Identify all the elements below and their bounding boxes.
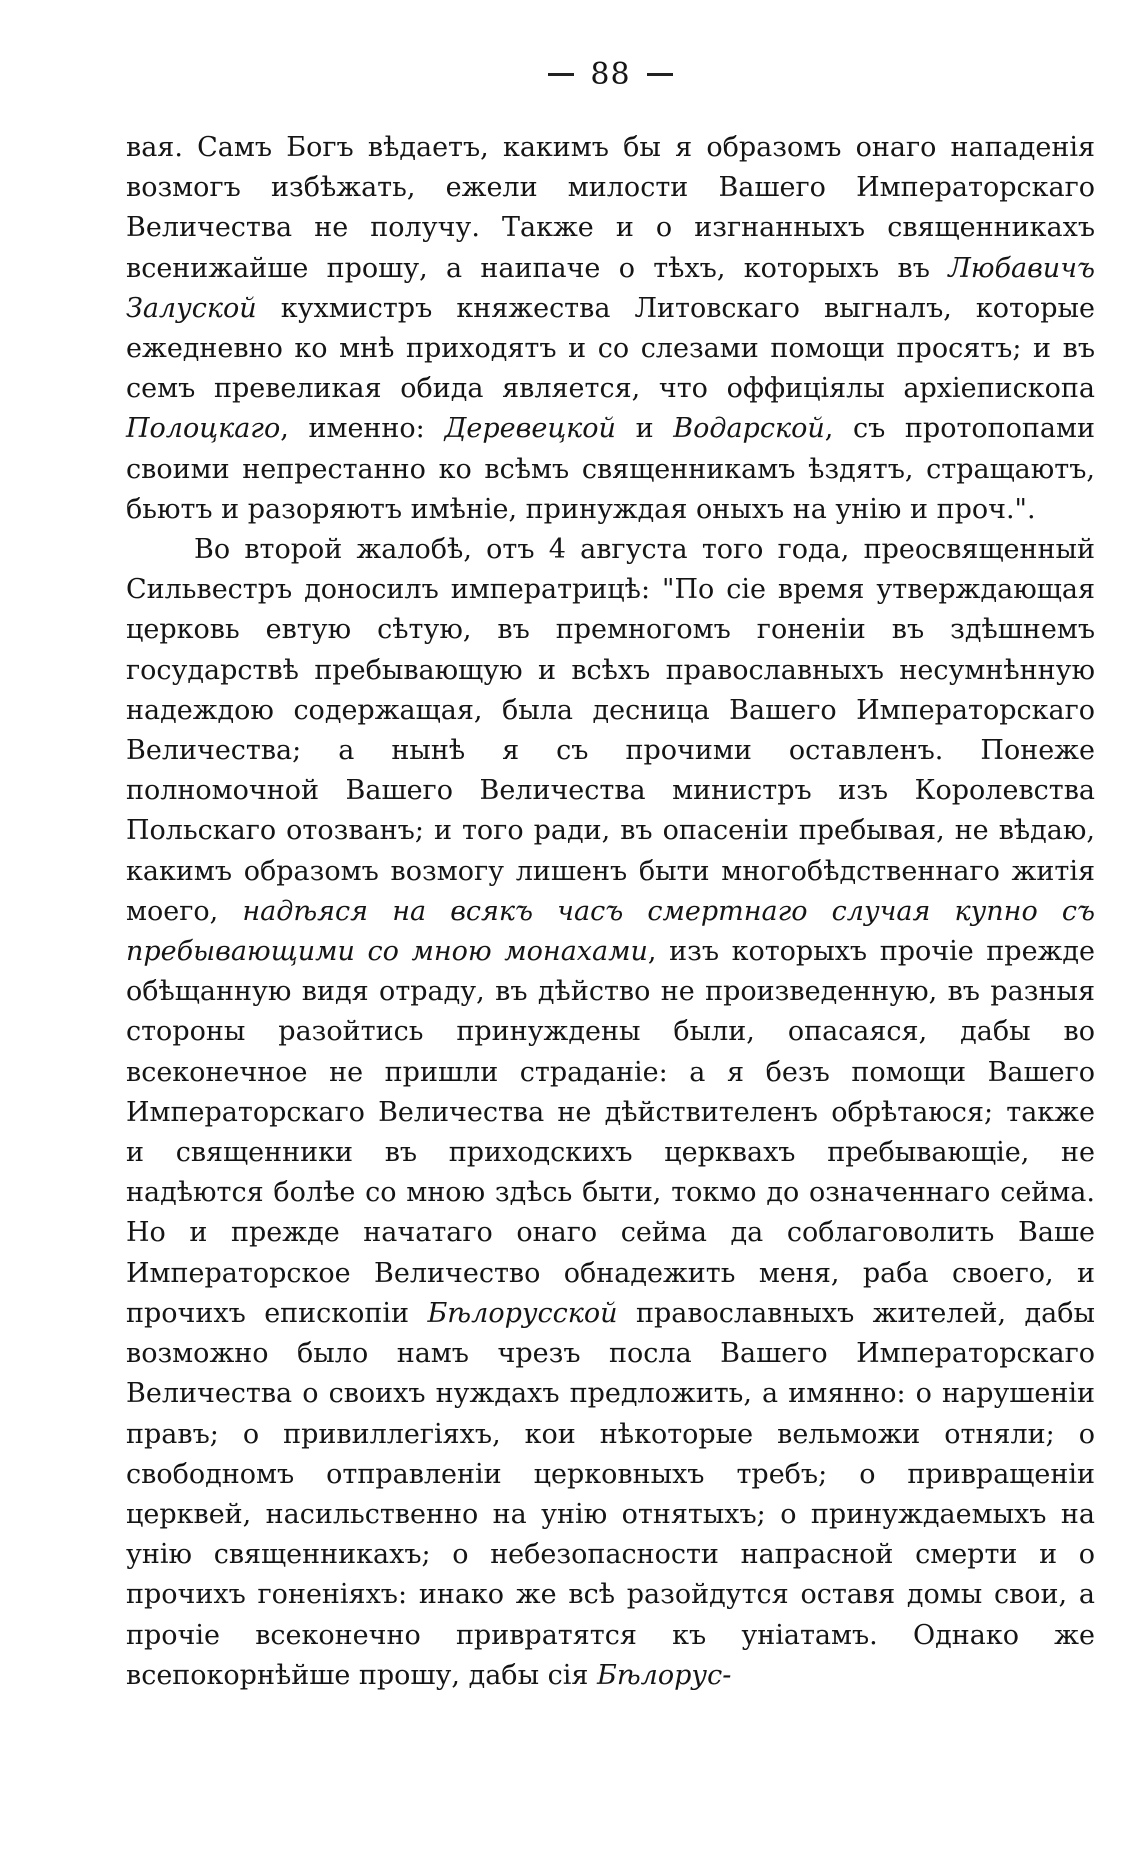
italic-name-vodarskoi: Водарской [673,413,825,445]
page-number: 88 [590,57,631,92]
italic-name-belorusskoi: Бѣлорусской [427,1297,618,1329]
left-dash [548,73,574,76]
right-dash [647,73,673,76]
text-segment: кухмистръ княжества Литовскаго выгналъ, которые ежедневно ко мнѣ приходятъ и со слезами помощи просятъ; и въ семъ превеликая обида является, что оффиціялы архіепископа [126,292,1095,405]
text-segment: , именно: [280,413,445,445]
italic-phrase-nadeyasya: надѣяся на всякъ часъ смертнаго случая купно съ пребывающими со мною монахами [126,895,1095,968]
italic-name-lyubavichi-zaluskoi: Любавичъ Залуской [126,252,1095,324]
paragraph-1 [126,128,1095,530]
text-segment: , изъ которыхъ прочіе прежде обѣщанную видя отраду, въ дѣйство не произведенную, въ разныя стороны разойтись принуждены были, опасаяся, дабы во всеконечное не пришли страданіе: а я безъ помощи Вашего Императорскаго Величества не дѣйствителенъ обрѣтаюся; также и священники въ приходскихъ церквахъ пребывающіе, не надѣются болѣе со мною здѣсь быти, токмо до означеннаго сейма. Но и прежде начатаго онаго сейма да соблаговолить Ваше Императорское Величество обнадежить меня, раба своего, и прочихъ епископіи [126,936,1095,1329]
text-segment: Во второй жалобѣ, отъ 4 августа того года, преосвященный Сильвестръ доносилъ императрицѣ: "По сіе время утверждающая церковь евтую сѣтую, въ премногомъ гоненіи въ здѣшнемъ государствѣ пребывающую и всѣхъ православныхъ несумнѣнную надеждою содержащая, была десница Вашего Императорскаго Величества; а нынѣ я съ прочими оставленъ. Понеже полномочной Вашего Величества министръ изъ Королевства Польскаго отозванъ; и того ради, въ опасеніи пребывая, не вѣдаю, какимъ образомъ возмогу лишенъ быти многобѣдственнаго житія моего, [126,534,1095,927]
page-number-header [126,57,1095,92]
text-segment: православныхъ жителей, дабы возможно было намъ чрезъ посла Вашего Императорскаго Величества о своихъ нуждахъ предложить, а имянно: о нарушеніи правъ; о привиллегіяхъ, кои нѣкоторые вельможи отняли; о свободномъ отправленіи церковныхъ требъ; о привращеніи церквей, насильственно на унію отнятыхъ; о принуждаемыхъ на унію священникахъ; о небезопасности напрасной смерти и о прочихъ гоненіяхъ: инако же всѣ разойдутся оставя домы свои, а прочіе всеконечно привратятся къ уніатамъ. Однако же всепокорнѣйше прошу, дабы сія [126,1297,1095,1691]
body-text [126,128,1095,1696]
text-segment: вая. Самъ Богъ вѣдаетъ, какимъ бы я образомъ онаго нападенія возмогъ избѣжать, ежели милости Вашего Императорскаго Величества не получу. Также и о изгнанныхъ священникахъ всенижайше прошу, а наипаче о тѣхъ, которыхъ въ [126,132,1095,284]
text-segment: , съ протопопами своими непрестанно ко всѣмъ священникамъ ѣздятъ, стращаютъ, бьютъ и разоряютъ имѣніе, принуждая оныхъ на унію и проч.". [126,413,1095,525]
italic-name-derevetskoi: Деревецкой [444,413,616,445]
italic-word-belorus: Бѣлорус- [597,1659,732,1691]
text-segment: и [615,413,674,445]
italic-name-polotskago: Полоцкаго [126,413,281,445]
paragraph-2 [126,530,1095,1696]
